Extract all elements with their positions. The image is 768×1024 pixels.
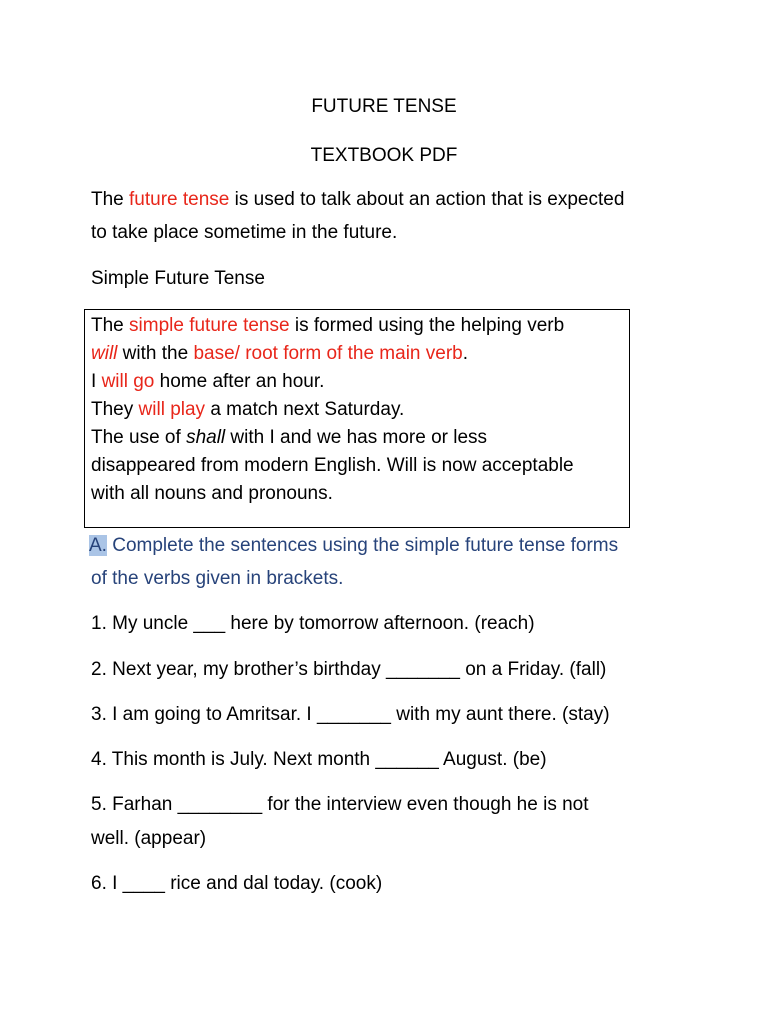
rule-example-1: I will go home after an hour.	[91, 371, 325, 392]
term-simple-future-tense: simple future tense	[129, 315, 290, 336]
rule-box	[84, 309, 630, 528]
exercise-item-1: 1. My uncle ___ here by tomorrow afternoon. (reach)	[91, 613, 535, 634]
exercise-item-6: 6. I ____ rice and dal today. (cook)	[91, 873, 383, 894]
term-future-tense: future tense	[129, 189, 230, 210]
intro-line-2: to take place sometime in the future.	[91, 222, 398, 243]
exercise-item-5-cont: well. (appear)	[91, 828, 207, 849]
rule-line-2: will with the base/ root form of the main verb.	[91, 343, 469, 364]
term-will-go: will go	[101, 371, 155, 392]
term-will: will	[91, 343, 118, 364]
term-shall: shall	[186, 427, 226, 448]
rule-example-2: They will play a match next Saturday.	[91, 399, 405, 420]
exercise-item-2: 2. Next year, my brother’s birthday _______ on a Friday. (fall)	[91, 659, 607, 680]
rule-line-6: disappeared from modern English. Will is now acceptable	[91, 455, 574, 476]
intro-line-1: The future tense is used to talk about an action that is expected	[91, 189, 625, 210]
rule-line-7: with all nouns and pronouns.	[91, 483, 333, 504]
exercise-instruction-line-2: of the verbs given in brackets.	[91, 568, 344, 589]
exercise-item-4: 4. This month is July. Next month ______ August. (be)	[91, 749, 547, 770]
page-title: FUTURE TENSE	[311, 96, 457, 117]
term-base-form: base/ root form of the main verb	[193, 343, 463, 364]
section-heading: Simple Future Tense	[91, 268, 265, 289]
rule-line-5: The use of shall with I and we has more or less	[91, 427, 488, 448]
term-will-play: will play	[138, 399, 206, 420]
rule-line-1: The simple future tense is formed using the helping verb	[91, 315, 565, 336]
exercise-item-5: 5. Farhan ________ for the interview even though he is not	[91, 794, 589, 815]
exercise-item-3: 3. I am going to Amritsar. I _______ with my aunt there. (stay)	[91, 704, 610, 725]
exercise-label: A.	[89, 535, 107, 556]
exercise-instruction-line-1: A. Complete the sentences using the simple future tense forms	[89, 535, 619, 556]
page-subtitle: TEXTBOOK PDF	[310, 145, 458, 166]
